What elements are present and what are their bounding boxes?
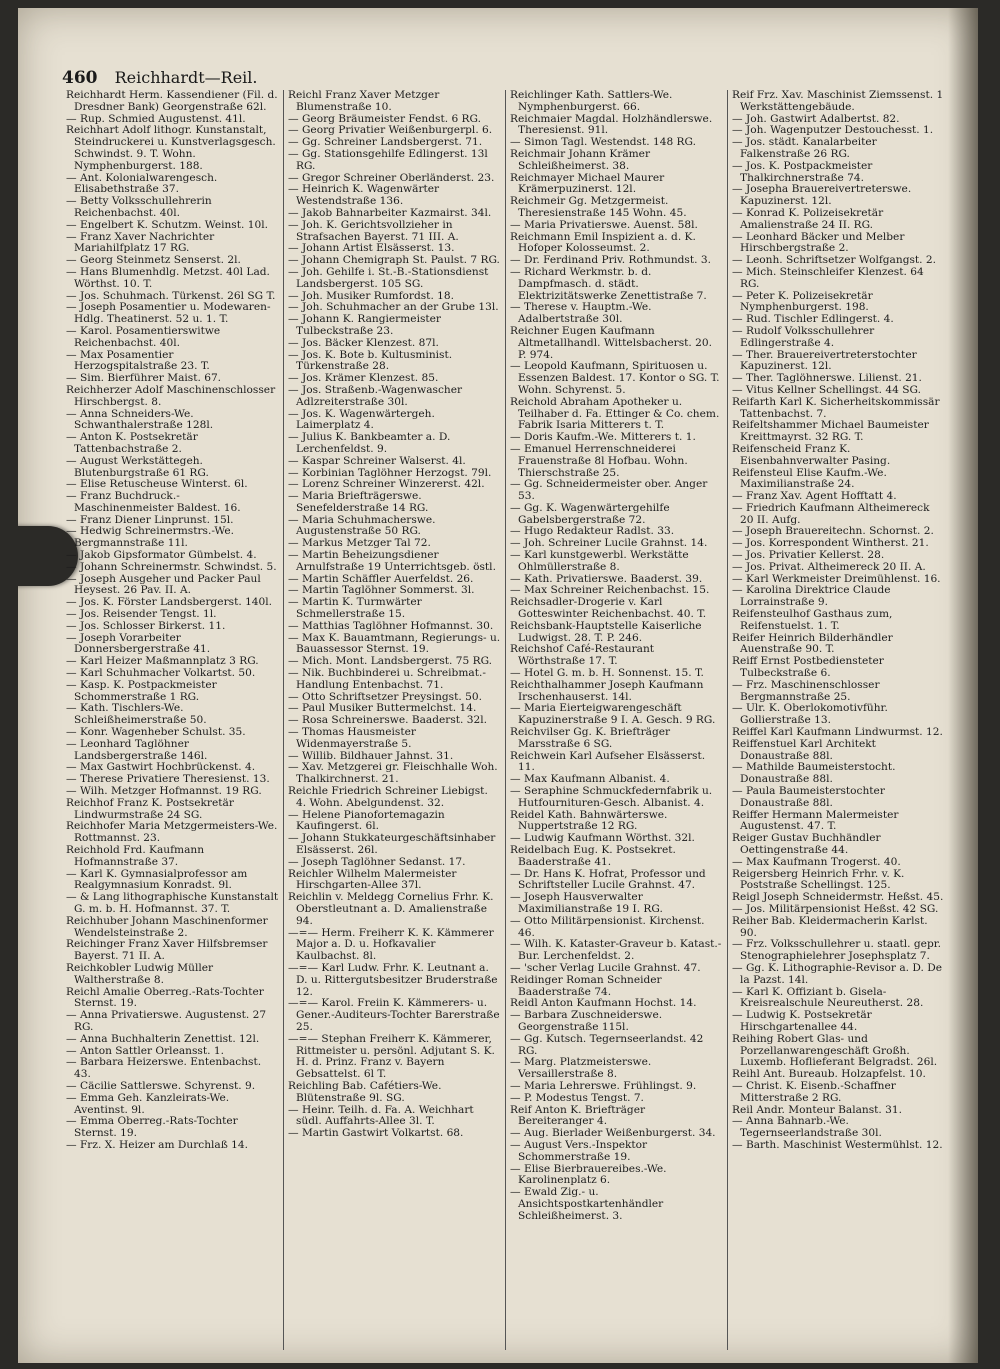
directory-entry: Reichmann Emil Inspizient a. d. K. Hofoper Kolosseumst. 2. [510, 230, 696, 255]
directory-entry: — Martin Taglöhner Sommerst. 3l. [288, 584, 475, 597]
directory-entry: — Anna Buchhalterin Zenettist. 12l. [66, 1032, 260, 1045]
directory-entry: Reiffel Karl Kaufmann Lindwurmst. 12. [732, 726, 943, 739]
directory-entry: — Jos. Schlosser Birkerst. 11. [66, 619, 226, 632]
directory-entry: — Leopold Kaufmann, Spirituosen u. Essenzen Baldest. 17. Kontor o SG. T. Wohn. Schyrenst. 5. [510, 360, 720, 396]
column-2 [284, 90, 506, 1350]
directory-entry: — Jos. Korrespondent Wintherst. 21. [732, 537, 929, 550]
directory-entry: — Gg. K. Wagenwärtergehilfe Gabelsbergerstraße 72. [510, 501, 670, 526]
directory-entry: — Joseph Ausgeher und Packer Paul Heysest. 26 Pav. II. A. [66, 572, 261, 597]
directory-entry: — Hedwig Schreinermstrs.-We. Bergmannstraße 11l. [66, 525, 235, 550]
directory-entry: Reichkobler Ludwig Müller Waltherstraße 8. [66, 961, 214, 986]
directory-entry: — Joseph Brauereitechn. Schornst. 2. [732, 525, 934, 538]
directory-entry: — Cäcilie Sattlerswe. Schyrenst. 9. [66, 1079, 256, 1092]
directory-entry: — Anna Privatierswe. Augustenst. 27 RG. [66, 1009, 267, 1033]
directory-entry: — Paula Baumeisterstochter Donaustraße 88l. [732, 785, 885, 809]
directory-entry: — Max Kaufmann Albanist. 4. [510, 773, 670, 786]
directory-entry: — Kasp. K. Postpackmeister Schommerstraße 1 RG. [66, 678, 217, 703]
directory-entry: — Frz. Volksschullehrer u. staatl. gepr. Stenographielehrer Josephsplatz 7. [732, 938, 942, 963]
directory-entry: — Johann Schreinermstr. Schwindst. 5. [66, 560, 277, 573]
directory-entry: Reichmeir Gg. Metzgermeist. Theresienstraße 145 Wohn. 45. [510, 195, 687, 219]
directory-entry: Reichmair Johann Krämer Schleißheimerst. 38. [510, 147, 651, 172]
directory-entry: Reichmaier Magdal. Holzhändlerswe. Theresienst. 91l. [510, 112, 713, 137]
directory-entry: —=— Karol. Freiin K. Kämmerers- u. Gener.-Auditeurs-Tochter Barerstraße 25. [288, 997, 500, 1033]
directory-entry: Reichler Wilhelm Malermeister Hirschgarten-Allee 37l. [288, 867, 457, 892]
page-header [62, 68, 942, 90]
directory-entry: Reichherzer Adolf Maschinenschlosser Hirschbergst. 8. [66, 383, 276, 408]
directory-entry: Reichner Eugen Kaufmann Altmetallhandl. Wittelsbacherst. 20. P. 974. [510, 324, 712, 361]
directory-entry: Reichwein Karl Aufseher Elsässerst. 11. [510, 749, 706, 774]
directory-entry: — Barth. Maschinist Westermühlst. 12. [732, 1138, 943, 1151]
directory-entry: — Elise Bierbrauereibes.-We. Karolinenplatz 6. [510, 1162, 667, 1187]
directory-entry: — Jos. Militärpensionist Heßst. 42 SG. [732, 902, 939, 915]
column-4 [728, 90, 950, 1350]
directory-entry: — Willib. Bildhauer Jahnst. 31. [288, 749, 454, 762]
directory-entry: Reidel Kath. Bahnwärterswe. Nuppertstraße 12 RG. [510, 808, 668, 833]
directory-entry: — Wilh. Metzger Hofmannst. 19 RG. [66, 785, 262, 798]
directory-entry: — Ulr. K. Oberlokomotivführ. Gollierstraße 13. [732, 702, 888, 727]
directory-entry: Reichling Bab. Cafétiers-We. Blütenstraße 9l. SG. [288, 1079, 442, 1104]
directory-entry: — Maria Lehrerswe. Frühlingst. 9. [510, 1079, 697, 1092]
directory-entry: — Kath. Tischlers-We. Schleißheimerstraße 50. [66, 702, 207, 727]
directory-entry: — Max K. Bauamtmann, Regierungs- u. Bauassessor Sternst. 19. [288, 631, 501, 656]
directory-entry: Reiher Bab. Kleidermacherin Karlst. 90. [732, 914, 928, 939]
directory-entry: — Dr. Ferdinand Priv. Rothmundst. 3. [510, 254, 711, 267]
directory-entry: — Gg. Kutsch. Tegernseerlandst. 42 RG. [510, 1032, 704, 1057]
directory-entry: — Rosa Schreinerswe. Baaderst. 32l. [288, 714, 488, 727]
directory-entry: — Maria Schuhmacherswe. Augustenstraße 50 RG. [288, 513, 436, 538]
directory-entry: — Emma Oberreg.-Rats-Tochter Sternst. 19. [66, 1115, 238, 1140]
directory-entry: — Joh. Musiker Rumfordst. 18. [288, 289, 455, 302]
directory-entry: — Anna Bahnarb.-We. Tegernseerlandstraße 30l. [732, 1115, 882, 1140]
directory-entry: — Hotel G. m. b. H. Sonnenst. 15. T. [510, 667, 704, 680]
directory-entry: — Joseph Hausverwalter Maximilianstraße 19 I. RG. [510, 891, 663, 915]
directory-entry: — Frz. Maschinenschlosser Bergmannstraße 25. [732, 678, 880, 703]
directory-entry: — Anton Sattler Orleansst. 1. [66, 1044, 224, 1057]
directory-entry: — Rud. Tischler Edlingerst. 4. [732, 313, 894, 326]
directory-entry: — Rup. Schmied Augustenst. 41l. [66, 112, 246, 125]
directory-entry: — 'scher Verlag Lucile Grahnst. 47. [510, 961, 701, 974]
directory-entry: — Martin Schäffler Auerfeldst. 26. [288, 572, 474, 585]
directory-entry: — Otto Schriftsetzer Preysingst. 50. [288, 690, 482, 703]
directory-entry: Reichmayer Michael Maurer Krämerpuzinerst. 12l. [510, 171, 665, 196]
directory-entry: — Markus Metzger Tal 72. [288, 537, 431, 550]
directory-entry: — Joh. Gehilfe i. St.-B.-Stationsdienst Landsbergerst. 105 SG. [288, 265, 489, 290]
directory-entry: — Jos. Bäcker Klenzest. 87l. [288, 336, 439, 349]
directory-entry: Reichsadler-Drogerie v. Karl Gotteswinter Reichenbachst. 40. T. [510, 596, 707, 621]
page-edge-shadow [948, 8, 978, 1363]
directory-entry: — Max Kaufmann Trogerst. 40. [732, 855, 901, 868]
directory-entry: — Martin Beheizungsdiener Arnulfstraße 19 Unterrichtsgeb. östl. [288, 549, 496, 573]
directory-entry: — Johann Stukkateurgeschäftsinhaber Elsässerst. 26l. [288, 832, 496, 856]
directory-entry: — Engelbert K. Schutzm. Weinst. 10l. [66, 218, 268, 231]
directory-entry: — Mathilde Baumeisterstocht. Donaustraße 88l. [732, 761, 896, 786]
directory-entry: Reichlinger Kath. Sattlers-We. Nymphenburgerst. 66. [510, 90, 673, 113]
directory-entry: — Therese Privatiere Theresienst. 13. [66, 773, 270, 786]
directory-entry: — Johann Chemigraph St. Paulst. 7 RG. [288, 254, 500, 267]
directory-entry: Reichl Franz Xaver Metzger Blumenstraße 10. [288, 90, 440, 113]
directory-entry: — Karl K. Offiziant b. Gisela-Kreisrealschule Neureutherst. 28. [732, 985, 924, 1010]
directory-entry: — Ant. Kolonialwarengesch. Elisabethstraße 37. [66, 171, 218, 196]
directory-entry: — Leonhard Bäcker und Melber Hirschbergstraße 2. [732, 230, 905, 255]
directory-entry: Reichvilser Gg. K. Briefträger Marsstraße 6 SG. [510, 726, 671, 750]
directory-entry: Reif Anton K. Briefträger Bereiteranger 4. [510, 1103, 646, 1128]
directory-entry: — Joh. Schuhmacher an der Grube 13l. [288, 301, 499, 314]
directory-entry: — Paul Musiker Buttermelchst. 14. [288, 702, 477, 715]
directory-entry: — August Vers.-Inspektor Schommerstraße 19. [510, 1138, 648, 1163]
directory-entry: — Xav. Metzgerei gr. Fleischhalle Woh. Thalkirchnerst. 21. [288, 761, 498, 786]
directory-page [18, 8, 978, 1363]
directory-entry: — Ewald Zig.- u. Ansichtspostkartenhändler Schleißheimerst. 3. [510, 1186, 664, 1222]
directory-entry: — Jos. K. Wagenwärtergeh. Laimerplatz 4. [288, 407, 435, 432]
directory-entry: Reichle Friedrich Schreiner Liebigst. 4. Wohn. Abelgundenst. 32. [288, 785, 488, 809]
directory-entry: — Ludwig Kaufmann Wörthst. 32l. [510, 832, 695, 845]
directory-entry: — Maria Eierteigwarengeschäft Kapuzinerstraße 9 I. A. Gesch. 9 RG. [510, 702, 716, 727]
directory-entry: — Jos. Privat. Altheimereck 20 II. A. [732, 560, 926, 573]
directory-entry: Reichold Abraham Apotheker u. Teilhaber d. Fa. Ettinger & Co. chem. Fabrik Isaria Mitterers t. T. [510, 395, 720, 432]
directory-entry: — Max Posamentier Herzogspitalstraße 23. T. [66, 348, 210, 373]
directory-entry: — Therese v. Hauptm.-We. Adalbertstraße 30l. [510, 301, 652, 326]
directory-entry: — Franz Buchdruck.-Maschinenmeister Baldest. 16. [66, 490, 241, 514]
directory-entry: — Joseph Posamentier u. Modewaren-Hdlg. Theatinerst. 52 u. 1. T. [66, 301, 271, 326]
directory-entry: — Jos. K. Bote b. Kultusminist. Türkenstraße 28. [288, 348, 453, 373]
directory-entry: — Franz Xav. Agent Hofftatt 4. [732, 490, 897, 503]
directory-entry: — Julius K. Bankbeamter a. D. Lerchenfeldst. 9. [288, 431, 451, 455]
directory-entry: — Sim. Bierführer Maist. 67. [66, 372, 222, 385]
directory-entry: — Franz Xaver Nachrichter Mariahilfplatz 17 RG. [66, 230, 215, 255]
directory-entry: — Marg. Platzmeisterswe. Versaillerstraße 8. [510, 1056, 652, 1081]
page-number: 460 [62, 68, 98, 88]
directory-entry: — Georg Steinmetz Senserst. 2l. [66, 254, 241, 267]
directory-entry: — Richard Werkmstr. b. d. Dampfmasch. d. städt. Elektrizitätswerke Zenettistraße 7. [510, 265, 707, 302]
directory-entry: —=— Stephan Freiherr K. Kämmerer, Rittmeister u. persönl. Adjutant S. K. H. d. Prinz. Franz v. Bayern Gebsattelst. 6l T. [288, 1032, 495, 1081]
directory-entry: Reiffer Hermann Malermeister Augustenst. 47. T. [732, 808, 899, 833]
directory-entry: — & Lang lithographische Kunstanstalt G. m. b. H. Hofmannst. 37. T. [66, 891, 279, 915]
directory-entry: — Gg. Schneidermeister ober. Anger 53. [510, 478, 708, 503]
directory-entry: Reifensteul Elise Kaufm.-We. Maximilianstraße 24. [732, 466, 887, 491]
directory-entry: Reil Andr. Monteur Balanst. 31. [732, 1103, 903, 1116]
directory-entry: — Karolina Direktrice Claude Lorrainstraße 9. [732, 584, 891, 609]
directory-entry: — Emma Geh. Kanzleirats-We. Aventinst. 9l. [66, 1091, 230, 1116]
directory-entry: Reichsbank-Hauptstelle Kaiserliche Ludwigst. 28. T. P. 246. [510, 619, 702, 644]
directory-entry: — Elise Retuscheuse Winterst. 6l. [66, 478, 248, 491]
directory-entry: — Martin K. Turmwärter Schmellerstraße 15. [288, 596, 422, 621]
directory-entry: — Joh. Schreiner Lucile Grahnst. 14. [510, 537, 708, 550]
directory-entry: — Emanuel Herrenschneiderei Frauenstraße 8l Hofbau. Wohn. Thierschstraße 25. [510, 442, 688, 479]
directory-entry: — Max Gastwirt Hochbrückenst. 4. [66, 761, 256, 774]
directory-entry: — Christ. K. Eisenb.-Schaffner Mitterstraße 2 RG. [732, 1079, 896, 1104]
directory-entry: — Frz. X. Heizer am Durchlaß 14. [66, 1138, 249, 1151]
directory-entry: — Rudolf Volksschullehrer Edlingerstraße 4. [732, 324, 875, 349]
directory-entry: — Helene Pianofortemagazin Kaufingerst. 6l. [288, 808, 445, 833]
directory-entry: Reihl Ant. Bureaub. Holzapfelst. 10. [732, 1068, 926, 1081]
directory-entry: — Max Schreiner Reichenbachst. 15. [510, 584, 710, 597]
directory-entry: — Lorenz Schreiner Winzererst. 42l. [288, 478, 485, 491]
directory-entry: Reichhofer Maria Metzgermeisters-We. Rottmannst. 23. [66, 820, 278, 845]
directory-entry: — Karl Schuhmacher Volkartst. 50. [66, 667, 256, 680]
directory-entry: — Doris Kaufm.-We. Mitterers t. 1. [510, 431, 696, 444]
directory-entry: — Barbara Zuschneiderswe. Georgenstraße 115l. [510, 1009, 663, 1033]
directory-entry: — Hans Blumenhdlg. Metzst. 40l Lad. Wörthst. 10. T. [66, 265, 270, 290]
directory-entry: — Karl K. Gymnasialprofessor am Realgymnasium Konradst. 9l. [66, 867, 248, 892]
directory-entry: — Simon Tagl. Westendst. 148 RG. [510, 136, 696, 149]
directory-entry: — Thomas Hausmeister Widenmayerstraße 5. [288, 726, 416, 750]
directory-entry: — Jos. Reisender Tengst. 1l. [66, 608, 217, 621]
directory-entry: — Karl Heizer Maßmannplatz 3 RG. [66, 655, 259, 668]
directory-entry: Reidl Anton Kaufmann Hochst. 14. [510, 997, 697, 1010]
running-title: Reichhardt—Reil. [114, 68, 258, 87]
directory-entry: Reichhuber Johann Maschinenformer Wendelsteinstraße 2. [66, 914, 268, 939]
directory-entry: — Dr. Hans K. Hofrat, Professor und Schriftsteller Lucile Grahnst. 47. [510, 867, 706, 892]
directory-entry: — Jos. K. Förster Landsbergerst. 140l. [66, 596, 273, 609]
directory-entry: Reidelbach Eug. K. Postsekret. Baaderstraße 41. [510, 844, 676, 868]
entry-columns [62, 90, 952, 1350]
directory-entry: Reiffenstuel Karl Architekt Donaustraße 88l. [732, 737, 876, 762]
directory-entry: — Joh. K. Gerichtsvollzieher in Strafsachen Bayerst. 71 III. A. [288, 218, 459, 243]
directory-entry: Reigersberg Heinrich Frhr. v. K. Poststraße Schellingst. 125. [732, 867, 905, 892]
directory-entry: — Matthias Taglöhner Hofmannst. 30. [288, 619, 494, 632]
directory-entry: Reigl Joseph Schneidermstr. Heßst. 45. [732, 891, 944, 904]
directory-entry: Reichlin v. Meldegg Cornelius Frhr. K. Oberstleutnant a. D. Amalienstraße 94. [288, 891, 494, 927]
directory-entry: — P. Modestus Tengst. 7. [510, 1091, 644, 1104]
directory-entry: — Maria Briefträgerswe. Senefelderstraße 14 RG. [288, 490, 429, 514]
directory-entry: — Johann Artist Elsässerst. 13. [288, 242, 455, 255]
directory-entry: Reif Frz. Xav. Maschinist Ziemssenst. 1 Werkstättengebäude. [732, 90, 944, 113]
directory-entry: — Ther. Taglöhnerswe. Lilienst. 21. [732, 372, 922, 385]
column-3 [506, 90, 728, 1350]
directory-entry: Reichinger Franz Xaver Hilfsbremser Bayerst. 71 II. A. [66, 938, 268, 963]
directory-entry: — Heinrich K. Wagenwärter Westendstraße 136. [288, 183, 440, 208]
directory-entry: — Aug. Bierlader Weißenburgerst. 34. [510, 1127, 716, 1140]
directory-entry: — Gg. Stationsgehilfe Edlingerst. 13l RG. [288, 147, 488, 172]
directory-entry: — Leonh. Schriftsetzer Wolfgangst. 2. [732, 254, 937, 267]
directory-entry: —=— Herm. Freiherr K. K. Kämmerer Major a. D. u. Hofkavalier Kaulbachst. 8l. [288, 926, 494, 963]
directory-entry: Reifer Heinrich Bilderhändler Auenstraße 90. T. [732, 631, 893, 656]
directory-entry: — Franz Diener Linprunst. 15l. [66, 513, 234, 526]
directory-entry: — Mich. Mont. Landsbergerst. 75 RG. [288, 655, 493, 668]
directory-entry: — Kaspar Schreiner Walserst. 4l. [288, 454, 466, 467]
directory-entry: Reichhof Franz K. Postsekretär Lindwurmstraße 24 SG. [66, 796, 234, 821]
directory-entry: — Martin Gastwirt Volkartst. 68. [288, 1127, 464, 1140]
directory-entry: Reichthalhammer Joseph Kaufmann Irschenhauserst. 14l. [510, 678, 704, 703]
directory-entry: Reifensteulhof Gasthaus zum, Reifenstuelst. 1. T. [732, 608, 893, 632]
directory-entry: — Anna Schneiders-We. Schwanthalerstraße 128l. [66, 407, 214, 432]
directory-entry: Reichshof Café-Restaurant Wörthstraße 17. T. [510, 643, 655, 668]
directory-entry: Reidinger Roman Schneider Baaderstraße 74. [510, 973, 662, 998]
directory-entry: Reifenscheid Franz K. Eisenbahnverwalter Pasing. [732, 442, 891, 467]
directory-entry: — Johann K. Rangiermeister Tulbeckstraße 23. [288, 313, 441, 337]
directory-entry: — Ludwig K. Postsekretär Hirschgartenallee 44. [732, 1009, 872, 1033]
directory-entry: — Betty Volksschullehrerin Reichenbachst. 40l. [66, 195, 212, 219]
directory-entry: — Hugo Redakteur Radlst. 33. [510, 525, 675, 538]
column-1 [62, 90, 284, 1350]
directory-entry: — Kath. Privatierswe. Baaderst. 39. [510, 572, 703, 585]
directory-entry: — Ther. Brauereivertreterstochter Kapuzinerst. 12l. [732, 348, 917, 373]
directory-entry: — Karl Werkmeister Dreimühlenst. 16. [732, 572, 941, 585]
directory-entry: Reichhold Frd. Kaufmann Hofmannstraße 37. [66, 844, 205, 868]
directory-entry: Reichl Amalie Oberreg.-Rats-Tochter Sternst. 19. [66, 985, 264, 1010]
directory-entry: — Jos. K. Postpackmeister Thalkirchnerstraße 74. [732, 159, 873, 184]
directory-entry: Reiff Ernst Postbediensteter Tulbeckstraße 6. [732, 655, 884, 680]
directory-entry: — Jos. Privatier Kellerst. 28. [732, 549, 885, 562]
directory-entry: — Maria Privatierswe. Auenst. 58l. [510, 218, 698, 231]
directory-entry: —=— Karl Ludw. Frhr. K. Leutnant a. D. u. Rittergutsbesitzer Bruderstraße 12. [288, 961, 498, 998]
directory-entry: — Mich. Steinschleifer Klenzest. 64 RG. [732, 265, 924, 290]
directory-entry: Reifarth Karl K. Sicherheitskommissär Tattenbachst. 7. [732, 395, 940, 420]
directory-entry: — Nik. Buchbinderei u. Schreibmat.-Handlung Entenbachst. 71. [288, 667, 486, 691]
directory-entry: — Gregor Schreiner Oberländerst. 23. [288, 171, 495, 184]
directory-entry: Reihing Robert Glas- und Porzellanwarengeschäft Großh. Luxemb. Hoflieferant Belgradst. 26l. [732, 1032, 938, 1069]
directory-entry: — Otto Militärpensionist. Kirchenst. 46. [510, 914, 705, 939]
directory-entry: — Jakob Gipsformator Gümbelst. 4. [66, 549, 257, 562]
directory-entry: — Konrad K. Polizeisekretär Amalienstraße 24 II. RG. [732, 206, 884, 231]
directory-entry: — Korbinian Taglöhner Herzogst. 79l. [288, 466, 492, 479]
directory-entry: — Barbara Heizerswe. Entenbachst. 43. [66, 1056, 262, 1081]
directory-entry: — Leonhard Taglöhner Landsbergerstraße 146l. [66, 737, 208, 762]
directory-entry: — Peter K. Polizeisekretär Nymphenburgerst. 198. [732, 289, 873, 314]
directory-entry: — Seraphine Schmuckfedernfabrik u. Hutfournituren-Gesch. Albanist. 4. [510, 785, 713, 809]
directory-entry: — Gg. Schreiner Landsbergerst. 71. [288, 136, 483, 149]
directory-entry: — Jos. Schuhmach. Türkenst. 26l SG T. [66, 289, 276, 302]
directory-entry: — Joseph Vorarbeiter Donnersbergerstraße 41. [66, 631, 211, 656]
directory-entry: — Anton K. Postsekretär Tattenbachstraße 2. [66, 431, 198, 455]
directory-entry: — Vitus Kellner Schellingst. 44 SG. [732, 383, 921, 396]
directory-entry: Reiger Gustav Buchhändler Oettingenstraße 44. [732, 832, 881, 856]
directory-entry: — Georg Privatier Weißenburgerpl. 6. [288, 124, 493, 137]
directory-entry: — Joh. Wagenputzer Destouchesst. 1. [732, 124, 934, 137]
directory-entry: — Friedrich Kaufmann Altheimereck 20 II. Aufg. [732, 501, 930, 526]
directory-entry: — August Werkstättegeh. Blutenburgstraße 61 RG. [66, 454, 209, 479]
directory-entry: — Gg. K. Lithographie-Revisor a. D. De la Pazst. 14l. [732, 961, 943, 986]
directory-entry: — Karl kunstgewerbl. Werkstätte Ohlmüllerstraße 8. [510, 549, 689, 573]
directory-entry: — Georg Bräumeister Fendst. 6 RG. [288, 112, 481, 125]
directory-entry: — Jakob Bahnarbeiter Kazmairst. 34l. [288, 206, 492, 219]
directory-entry: — Jos. Krämer Klenzest. 85. [288, 372, 439, 385]
directory-entry: Reichhart Adolf lithogr. Kunstanstalt, Steindruckerei u. Kunstverlagsgesch. Schwindst. 9. T. Wohn. Nymphenburgerst. 188. [66, 124, 276, 172]
directory-entry: — Joseph Taglöhner Sedanst. 17. [288, 855, 466, 868]
directory-entry: — Jos. städt. Kanalarbeiter Falkenstraße 26 RG. [732, 136, 877, 160]
directory-entry: — Heinr. Teilh. d. Fa. A. Weichhart südl. Auffahrts-Allee 3l. T. [288, 1103, 474, 1128]
directory-entry: Reichhardt Herm. Kassendiener (Fil. d. Dresdner Bank) Georgenstraße 62l. [66, 90, 278, 113]
directory-entry: — Joh. Gastwirt Adalbertst. 82. [732, 112, 900, 125]
directory-entry: — Konr. Wagenheber Schulst. 35. [66, 726, 246, 739]
directory-entry: — Karol. Posamentierswitwe Reichenbachst. 40l. [66, 324, 221, 349]
directory-entry: Reifeltshammer Michael Baumeister Kreittmayrst. 32 RG. T. [732, 419, 929, 444]
directory-entry: — Jos. Straßenb.-Wagenwascher Adlzreiterstraße 30l. [288, 383, 463, 408]
directory-entry: — Josepha Brauereivertreterswe. Kapuzinerst. 12l. [732, 183, 912, 208]
directory-entry: — Wilh. K. Kataster-Graveur b. Katast.-Bur. Lerchenfeldst. 2. [510, 938, 722, 963]
